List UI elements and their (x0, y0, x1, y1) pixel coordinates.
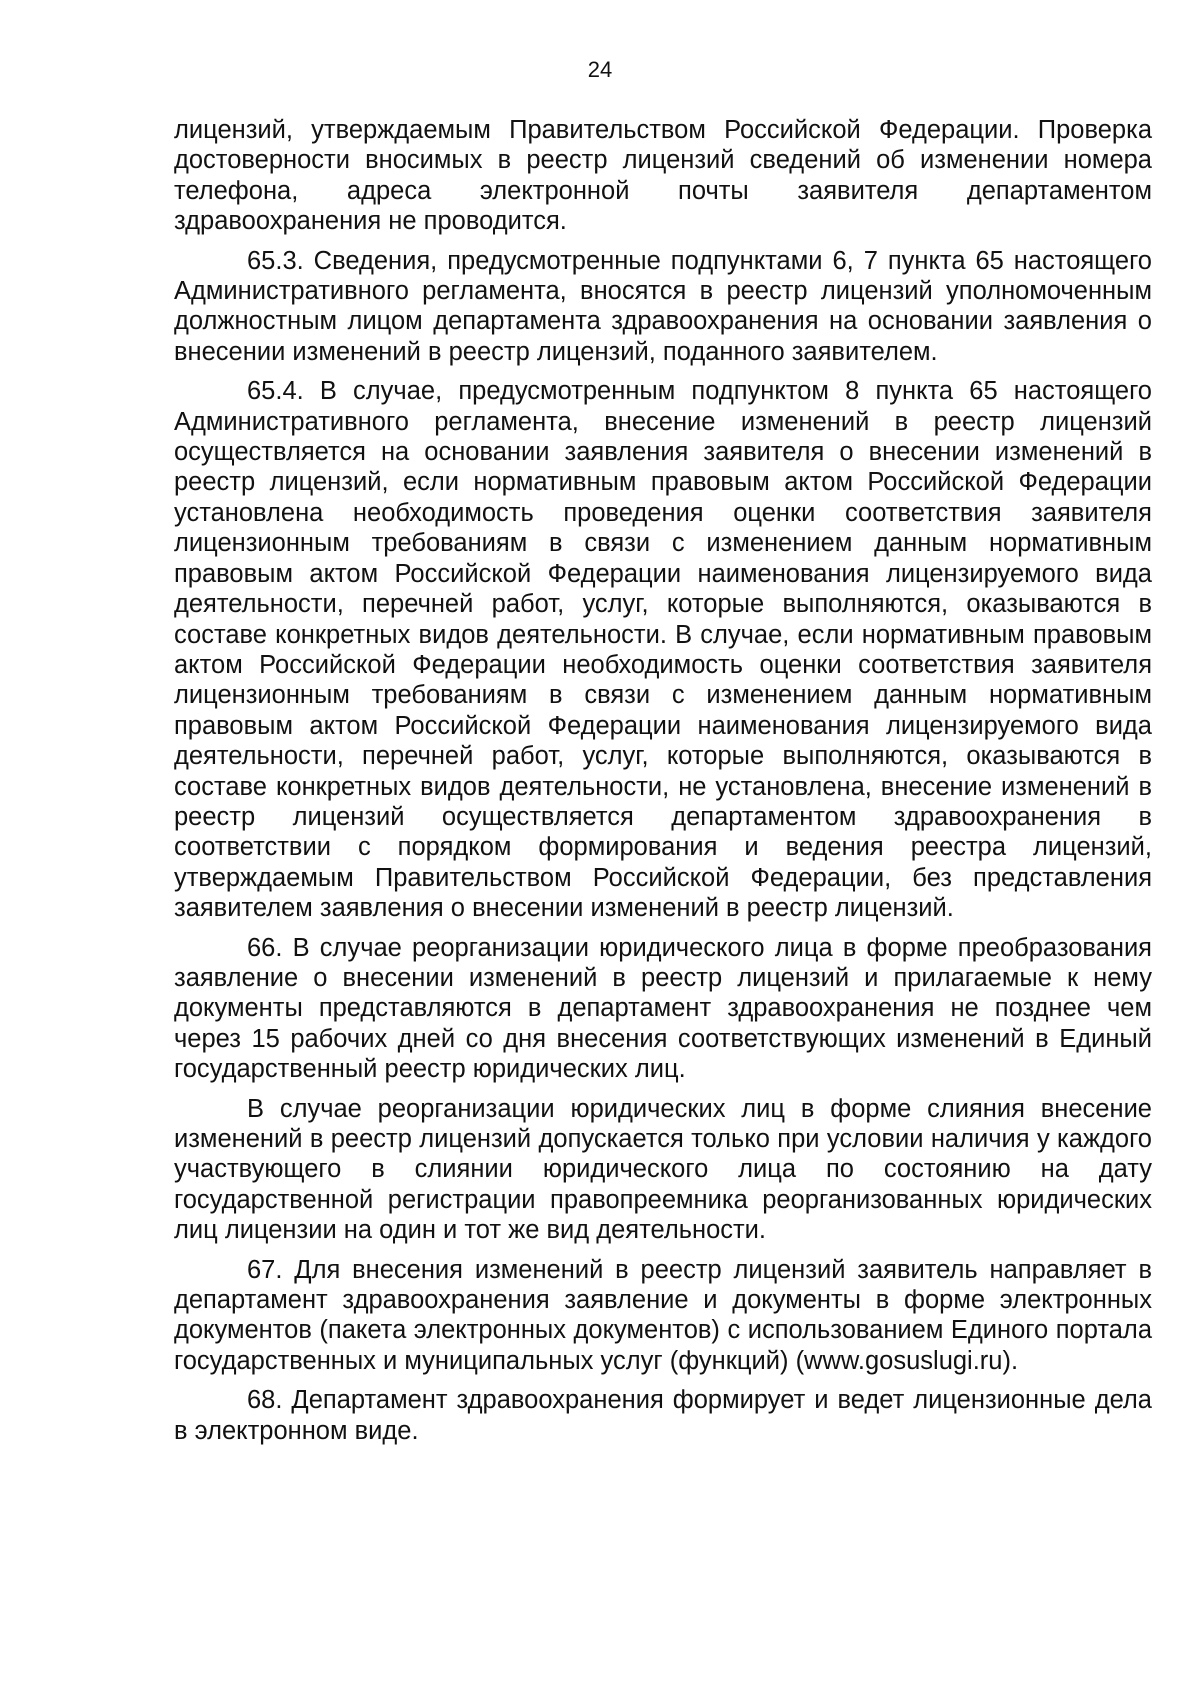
paragraph-65-4: 65.4. В случае, предусмотренным подпунктом 8 пункта 65 настоящего Административного регламента, внесение изменений в реестр лицензий осуществляется на основании заявления заявителя о внесении изменений в реестр лицензий, если нормативным правовым актом Российской Федерации установлена необходимость проведения оценки соответствия заявителя лицензионным требованиям в связи с изменением данным нормативным правовым актом Российской Федерации наименования лицензируемого вида деятельности, перечней работ, услуг, которые выполняются, оказываются в составе конкретных видов деятельности. В случае, если нормативным правовым актом Российской Федерации необходимость оценки соответствия заявителя лицензионным требованиям в связи с изменением данным нормативным правовым актом Российской Федерации наименования лицензируемого вида деятельности, перечней работ, услуг, которые выполняются, оказываются в составе конкретных видов деятельности, не установлена, внесение изменений в реестр лицензий осуществляется департаментом здравоохранения в соответствии с порядком формирования и ведения реестра лицензий, утверждаемым Правительством Российской Федерации, без представления заявителем заявления о внесении изменений в реестр лицензий. (174, 377, 1152, 923)
paragraph-continuation: лицензий, утверждаемым Правительством Российской Федерации. Проверка достоверности вносимых в реестр лицензий сведений об изменении номера телефона, адреса электронной почты заявителя департаментом здравоохранения не проводится. (174, 116, 1152, 236)
paragraph-65-3: 65.3. Сведения, предусмотренные подпунктами 6, 7 пункта 65 настоящего Административного регламента, вносятся в реестр лицензий уполномоченным должностным лицом департамента здравоохранения на основании заявления о внесении изменений в реестр лицензий, поданного заявителем. (174, 246, 1152, 366)
paragraph-68: 68. Департамент здравоохранения формирует и ведет лицензионные дела в электронном виде. (174, 1386, 1152, 1445)
document-body (174, 115, 1152, 1455)
page-number: 24 (587, 57, 613, 82)
paragraph-67: 67. Для внесения изменений в реестр лицензий заявитель направляет в департамент здравоохранения заявление и документы в форме электронных документов (пакета электронных документов) с использованием Единого портала государственных и муниципальных услуг (функций) (www.gosuslugi.ru). (174, 1255, 1152, 1375)
paragraph-66: 66. В случае реорганизации юридического лица в форме преобразования заявление о внесении изменений в реестр лицензий и прилагаемые к нему документы представляются в департамент здравоохранения не позднее чем через 15 рабочих дней со дня внесения соответствующих изменений в Единый государственный реестр юридических лиц. (174, 933, 1152, 1084)
paragraph-66-merger: В случае реорганизации юридических лиц в форме слияния внесение изменений в реестр лицензий допускается только при условии наличия у каждого участвующего в слиянии юридического лица по состоянию на дату государственной регистрации правопреемника реорганизованных юридических лиц лицензии на один и тот же вид деятельности. (174, 1094, 1152, 1245)
